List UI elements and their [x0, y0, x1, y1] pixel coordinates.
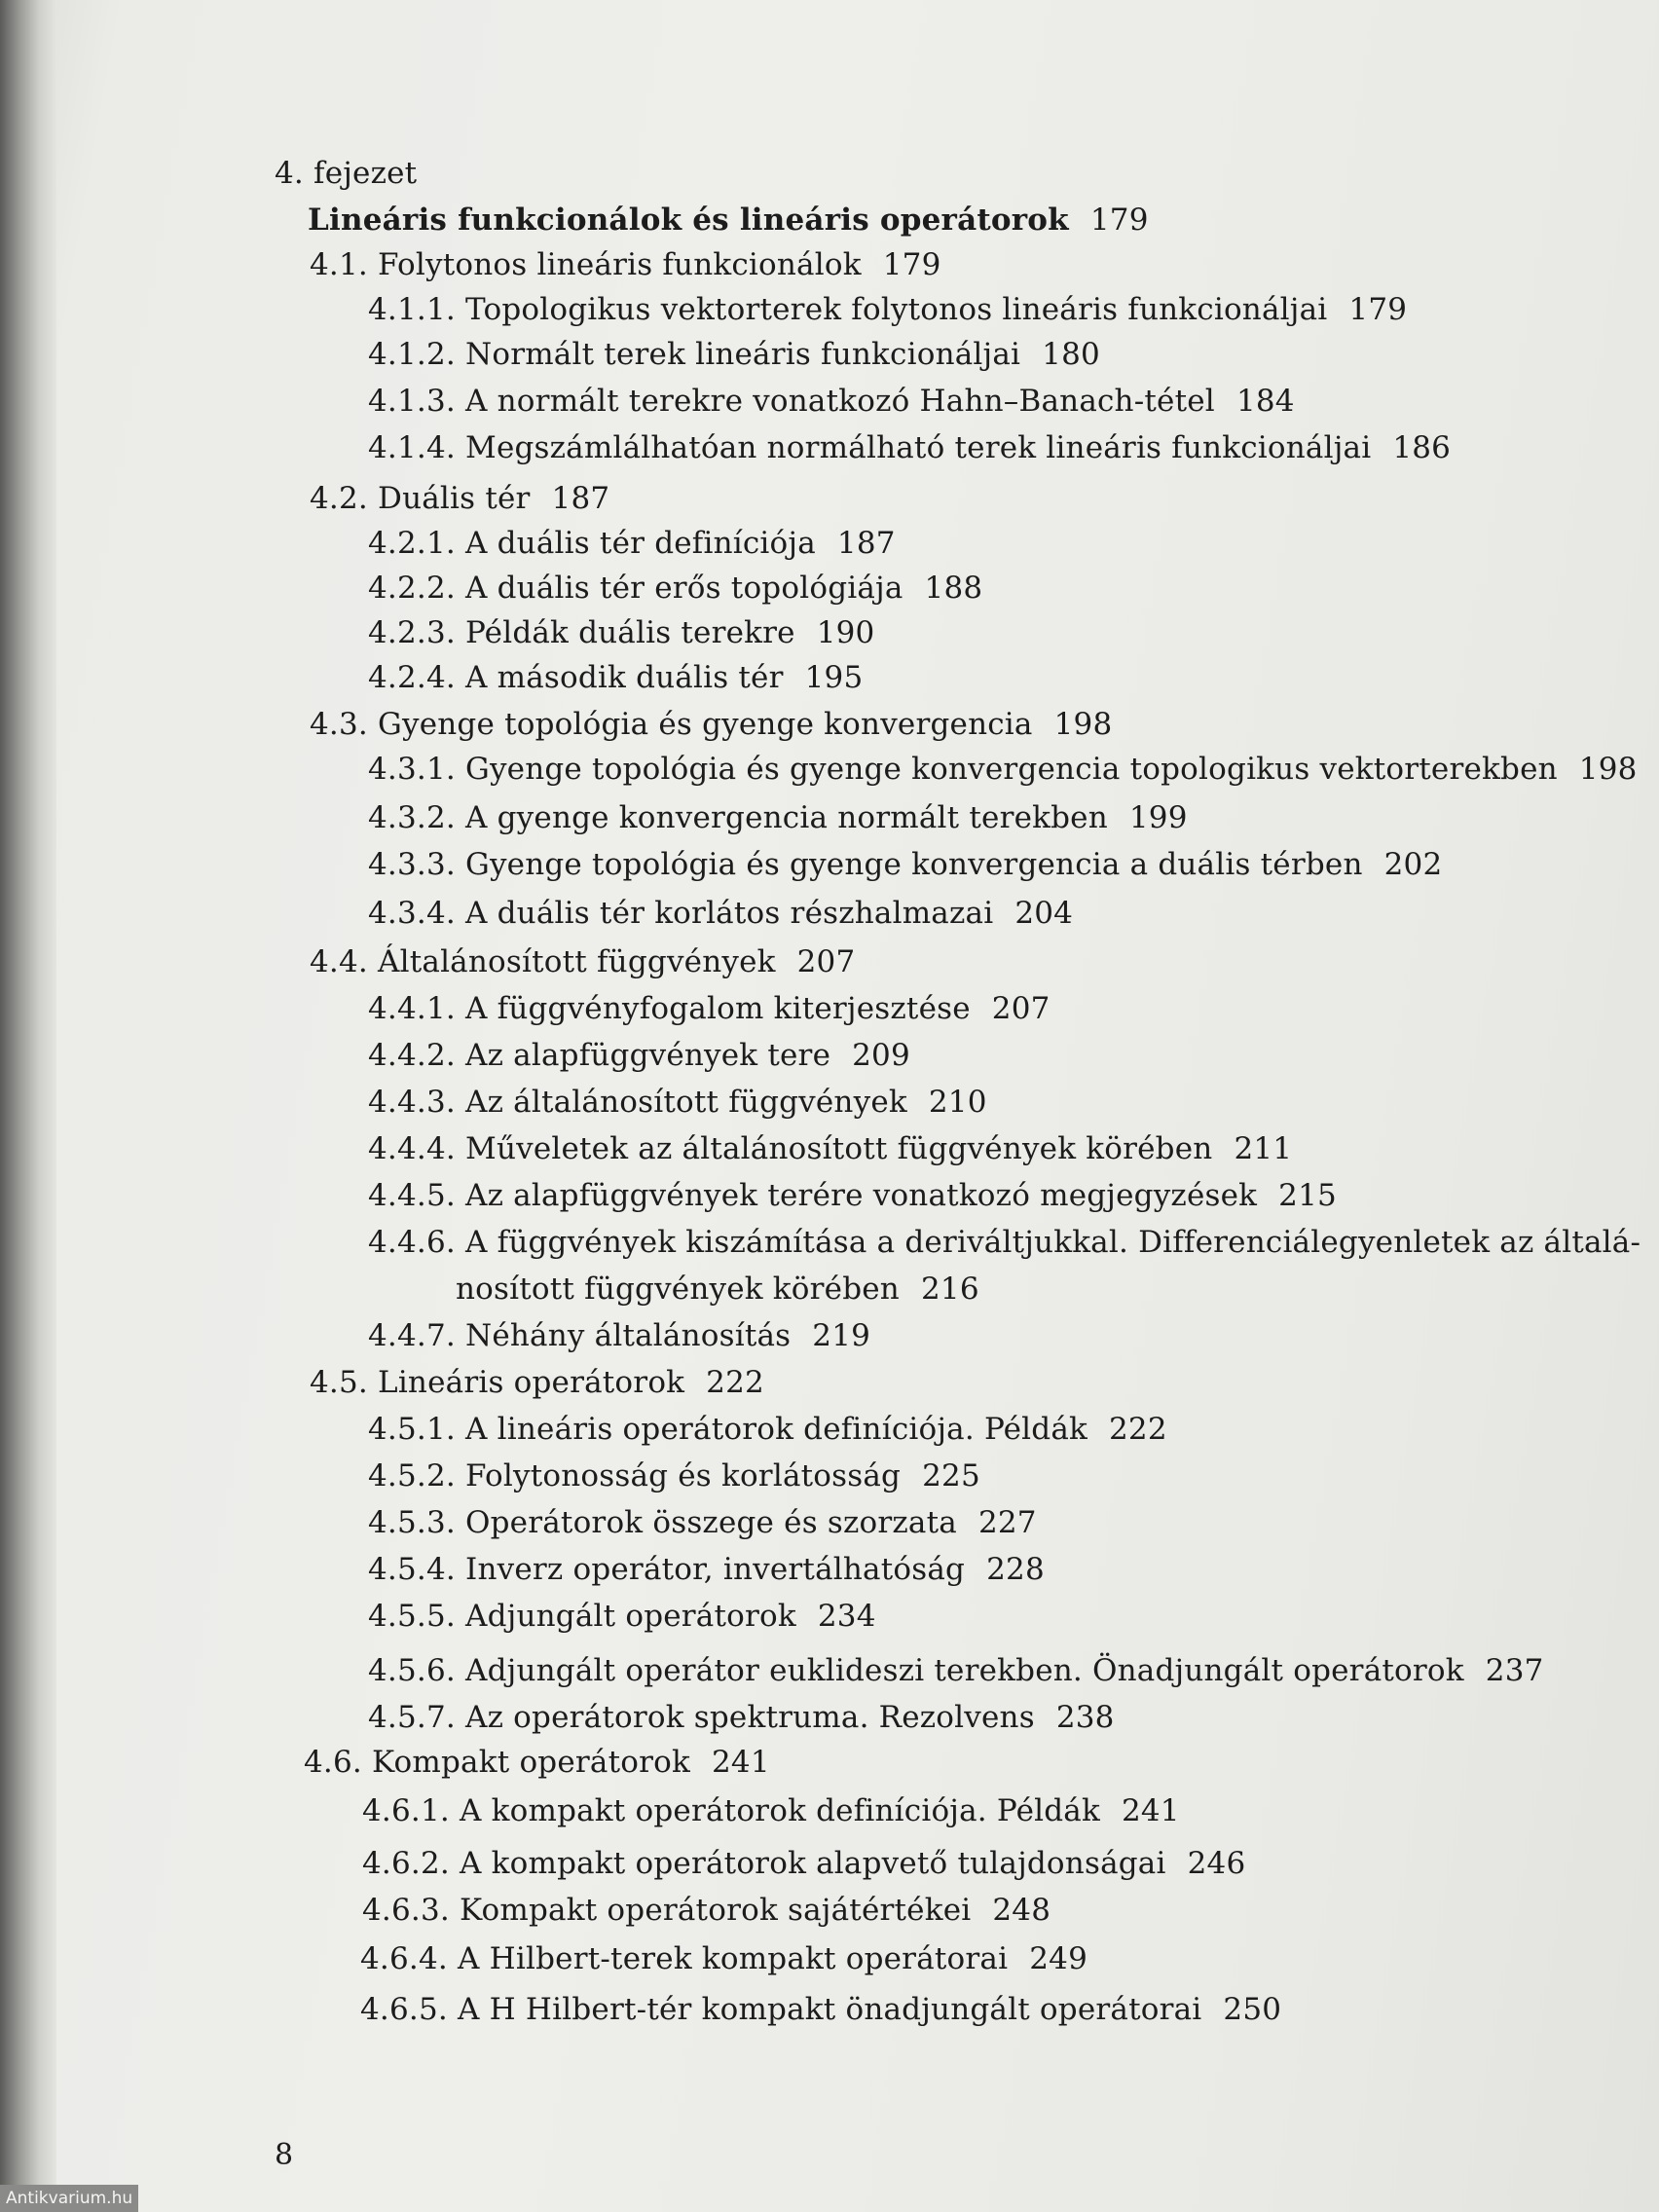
- entry-page: 238: [1055, 1700, 1115, 1735]
- entry-page: 179: [882, 247, 941, 282]
- toc-entry-4-3-2: [368, 798, 1188, 837]
- entry-page: 246: [1187, 1846, 1246, 1881]
- entry-page: 216: [920, 1272, 979, 1307]
- entry-number: 4.3.4.: [368, 896, 456, 931]
- entry-number: 4.2.2.: [368, 571, 456, 606]
- toc-entry-4-3-1: [368, 750, 1638, 789]
- entry-number: 4.1.1.: [368, 292, 456, 327]
- entry-title: Normált terek lineáris funkcionáljai: [465, 337, 1021, 372]
- toc-entry-4-3: [310, 705, 1112, 744]
- entry-number: 4.5.5.: [368, 1599, 456, 1634]
- entry-page: 198: [1053, 707, 1113, 742]
- entry-title: Gyenge topológia és gyenge konvergencia: [378, 707, 1033, 742]
- toc-entry-4-1-2: [368, 335, 1100, 374]
- entry-number: 4.5.3.: [368, 1505, 456, 1540]
- entry-page: 210: [928, 1085, 987, 1120]
- toc-entry-4-4-4: [368, 1129, 1292, 1168]
- entry-number: 4.1.2.: [368, 337, 456, 372]
- toc-entry-4-5-1: [368, 1410, 1167, 1449]
- entry-title: Néhány általánosítás: [465, 1318, 792, 1353]
- entry-page: 211: [1234, 1131, 1293, 1166]
- entry-page: 237: [1485, 1653, 1544, 1688]
- entry-title-continued: nosított függvények körében: [456, 1272, 900, 1307]
- entry-number: 4.1.4.: [368, 430, 456, 465]
- entry-number: 4.5.2.: [368, 1458, 456, 1493]
- entry-number: 4.5.4.: [368, 1552, 456, 1587]
- entry-number: 4.2.3.: [368, 615, 456, 650]
- entry-page: 195: [804, 660, 864, 695]
- toc-entry-4-4-5: [368, 1176, 1337, 1215]
- entry-number: 4.6.5.: [360, 1992, 448, 2027]
- toc-entry-4-4-1: [368, 989, 1051, 1028]
- entry-number: 4.5.7.: [368, 1700, 456, 1735]
- entry-title: Folytonosság és korlátosság: [465, 1458, 902, 1493]
- entry-title: A második duális tér: [465, 660, 784, 695]
- chapter-page: 179: [1089, 203, 1149, 238]
- entry-page: 180: [1042, 337, 1100, 372]
- entry-number: 4.5.1.: [368, 1412, 456, 1447]
- entry-page: 249: [1029, 1941, 1088, 1976]
- entry-title: Duális tér: [378, 481, 531, 516]
- toc-entry-4-2-3: [368, 613, 874, 652]
- entry-page: 219: [812, 1318, 871, 1353]
- entry-title: Kompakt operátorok sajátértékei: [460, 1893, 972, 1928]
- entry-title: Az operátorok spektruma. Rezolvens: [465, 1700, 1035, 1735]
- entry-number: 4.4.5.: [368, 1178, 456, 1213]
- entry-page: 202: [1383, 847, 1443, 882]
- entry-page: 241: [711, 1745, 770, 1780]
- entry-number: 4.6.3.: [362, 1893, 450, 1928]
- entry-page: 199: [1128, 800, 1188, 835]
- page-number: 8: [275, 2138, 294, 2172]
- entry-page: 215: [1278, 1178, 1337, 1213]
- entry-number: 4.1.: [310, 247, 368, 282]
- toc-entry-4-3-4: [368, 894, 1073, 933]
- entry-title: Folytonos lineáris funkcionálok: [378, 247, 862, 282]
- entry-page: 190: [816, 615, 875, 650]
- entry-title: Gyenge topológia és gyenge konvergencia topologikus vektorterekben: [465, 752, 1558, 787]
- toc-entry-4-5-7: [368, 1698, 1115, 1737]
- entry-title: Lineáris operátorok: [378, 1365, 685, 1400]
- entry-page: 187: [836, 526, 896, 561]
- entry-title: Az alapfüggvények tere: [465, 1038, 831, 1073]
- toc-entry-4-5-2: [368, 1456, 980, 1495]
- entry-number: 4.4.4.: [368, 1131, 456, 1166]
- entry-number: 4.2.1.: [368, 526, 456, 561]
- toc-entry-4-6: [304, 1743, 770, 1782]
- entry-number: 4.3.: [310, 707, 368, 742]
- entry-title: Gyenge topológia és gyenge konvergencia a duális térben: [465, 847, 1363, 882]
- entry-page: 187: [551, 481, 610, 516]
- entry-title: Kompakt operátorok: [372, 1745, 690, 1780]
- toc-entry-4-5-5: [368, 1597, 876, 1636]
- entry-title: A duális tér korlátos részhalmazai: [465, 896, 994, 931]
- entry-number: 4.5.: [310, 1365, 368, 1400]
- entry-page: 248: [992, 1893, 1051, 1928]
- toc-entry-4-4: [310, 942, 855, 981]
- entry-title: A kompakt operátorok definíciója. Példák: [460, 1793, 1100, 1828]
- toc-entry-4-5-4: [368, 1550, 1045, 1589]
- toc-entry-4-1-1: [368, 290, 1407, 329]
- entry-page: 188: [924, 571, 983, 606]
- toc-entry-4-2-4: [368, 658, 863, 697]
- entry-page: 179: [1348, 292, 1408, 327]
- toc-entry-4-2-2: [368, 569, 982, 608]
- toc-entry-4-4-6: [368, 1223, 1641, 1262]
- entry-title: Példák duális terekre: [465, 615, 795, 650]
- entry-title: Operátorok összege és szorzata: [465, 1505, 957, 1540]
- toc-entry-4-6-2: [362, 1844, 1245, 1883]
- toc-entry-4-6-1: [362, 1791, 1180, 1830]
- entry-page: 227: [977, 1505, 1037, 1540]
- entry-number: 4.6.: [304, 1745, 362, 1780]
- entry-page: 225: [922, 1458, 980, 1493]
- watermark: Antikvarium.hu: [0, 2185, 138, 2212]
- entry-title: Megszámlálhatóan normálható terek lineáris funkcionáljai: [465, 430, 1372, 465]
- entry-number: 4.3.3.: [368, 847, 456, 882]
- entry-title: A Hilbert-terek kompakt operátorai: [458, 1941, 1009, 1976]
- entry-number: 4.1.3.: [368, 384, 456, 419]
- chapter-label: 4. fejezet: [275, 156, 418, 191]
- entry-page: 207: [796, 944, 856, 979]
- entry-title: Adjungált operátor euklideszi terekben. Önadjungált operátorok: [465, 1653, 1464, 1688]
- entry-number: 4.4.3.: [368, 1085, 456, 1120]
- entry-title: Általánosított függvények: [378, 944, 776, 979]
- entry-number: 4.5.6.: [368, 1653, 456, 1688]
- entry-page: 228: [986, 1552, 1045, 1587]
- entry-page: 250: [1223, 1992, 1282, 2027]
- entry-title: Az alapfüggvények terére vonatkozó megjegyzések: [465, 1178, 1258, 1213]
- toc-entry-4-5: [310, 1363, 764, 1402]
- entry-page: 234: [817, 1599, 876, 1634]
- toc-entry-4-2: [310, 479, 609, 518]
- entry-number: 4.2.4.: [368, 660, 456, 695]
- entry-number: 4.6.4.: [360, 1941, 448, 1976]
- entry-title: Műveletek az általánosított függvények körében: [465, 1131, 1213, 1166]
- entry-page: 186: [1392, 430, 1452, 465]
- toc-entry-4-2-1: [368, 524, 896, 563]
- entry-page: 198: [1578, 752, 1638, 787]
- entry-title: A gyenge konvergencia normált terekben: [465, 800, 1108, 835]
- entry-number: 4.4.2.: [368, 1038, 456, 1073]
- entry-number: 4.3.2.: [368, 800, 456, 835]
- entry-number: 4.4.6.: [368, 1225, 456, 1260]
- entry-page: 207: [991, 991, 1051, 1026]
- toc-entry-4-3-3: [368, 845, 1442, 884]
- toc-entry-4-6-3: [362, 1891, 1051, 1930]
- entry-title: A függvényfogalom kiterjesztése: [465, 991, 971, 1026]
- entry-title: A lineáris operátorok definíciója. Példák: [465, 1412, 1088, 1447]
- entry-number: 4.6.1.: [362, 1793, 450, 1828]
- entry-number: 4.3.1.: [368, 752, 456, 787]
- toc-entry-4-4-2: [368, 1036, 910, 1075]
- entry-number: 4.2.: [310, 481, 368, 516]
- entry-number: 4.4.1.: [368, 991, 456, 1026]
- entry-title: Topologikus vektorterek folytonos lineáris funkcionáljai: [465, 292, 1328, 327]
- entry-number: 4.4.7.: [368, 1318, 456, 1353]
- toc-entry-4-4-7: [368, 1316, 870, 1355]
- entry-number: 4.6.2.: [362, 1846, 450, 1881]
- entry-title: Inverz operátor, invertálhatóság: [465, 1552, 966, 1587]
- entry-page: 241: [1121, 1793, 1180, 1828]
- entry-title: Az általánosított függvények: [465, 1085, 907, 1120]
- toc-entry-4-4-6-continued: [456, 1270, 979, 1309]
- entry-number: 4.4.: [310, 944, 368, 979]
- toc-entry-4-4-3: [368, 1083, 987, 1122]
- entry-title: A kompakt operátorok alapvető tulajdonságai: [460, 1846, 1166, 1881]
- entry-page: 222: [1109, 1412, 1167, 1447]
- entry-page: 204: [1014, 896, 1074, 931]
- entry-page: 209: [852, 1038, 910, 1073]
- toc-entry-4-6-5: [360, 1990, 1281, 2029]
- entry-title: A H Hilbert-tér kompakt önadjungált operátorai: [458, 1992, 1202, 2027]
- entry-title: A függvények kiszámítása a deriváltjukkal. Differenciálegyenletek az általá-: [465, 1225, 1641, 1260]
- entry-title: A duális tér erős topológiája: [465, 571, 903, 606]
- entry-page: 184: [1235, 384, 1295, 419]
- entry-title: Adjungált operátorok: [465, 1599, 796, 1634]
- entry-title: A normált terekre vonatkozó Hahn–Banach-tétel: [465, 384, 1215, 419]
- toc-entry-4-1: [310, 245, 941, 284]
- toc-entry-4-5-6: [368, 1651, 1544, 1690]
- chapter-title: Lineáris funkcionálok és lineáris operátorok: [308, 203, 1069, 238]
- entry-title: A duális tér definíciója: [465, 526, 816, 561]
- toc-entry-4-6-4: [360, 1939, 1088, 1978]
- entry-page: 222: [706, 1365, 764, 1400]
- toc-entry-4-1-3: [368, 382, 1295, 421]
- toc-entry-4-5-3: [368, 1503, 1037, 1542]
- toc-entry-4-1-4: [368, 428, 1451, 467]
- chapter-title-line: [308, 201, 1149, 240]
